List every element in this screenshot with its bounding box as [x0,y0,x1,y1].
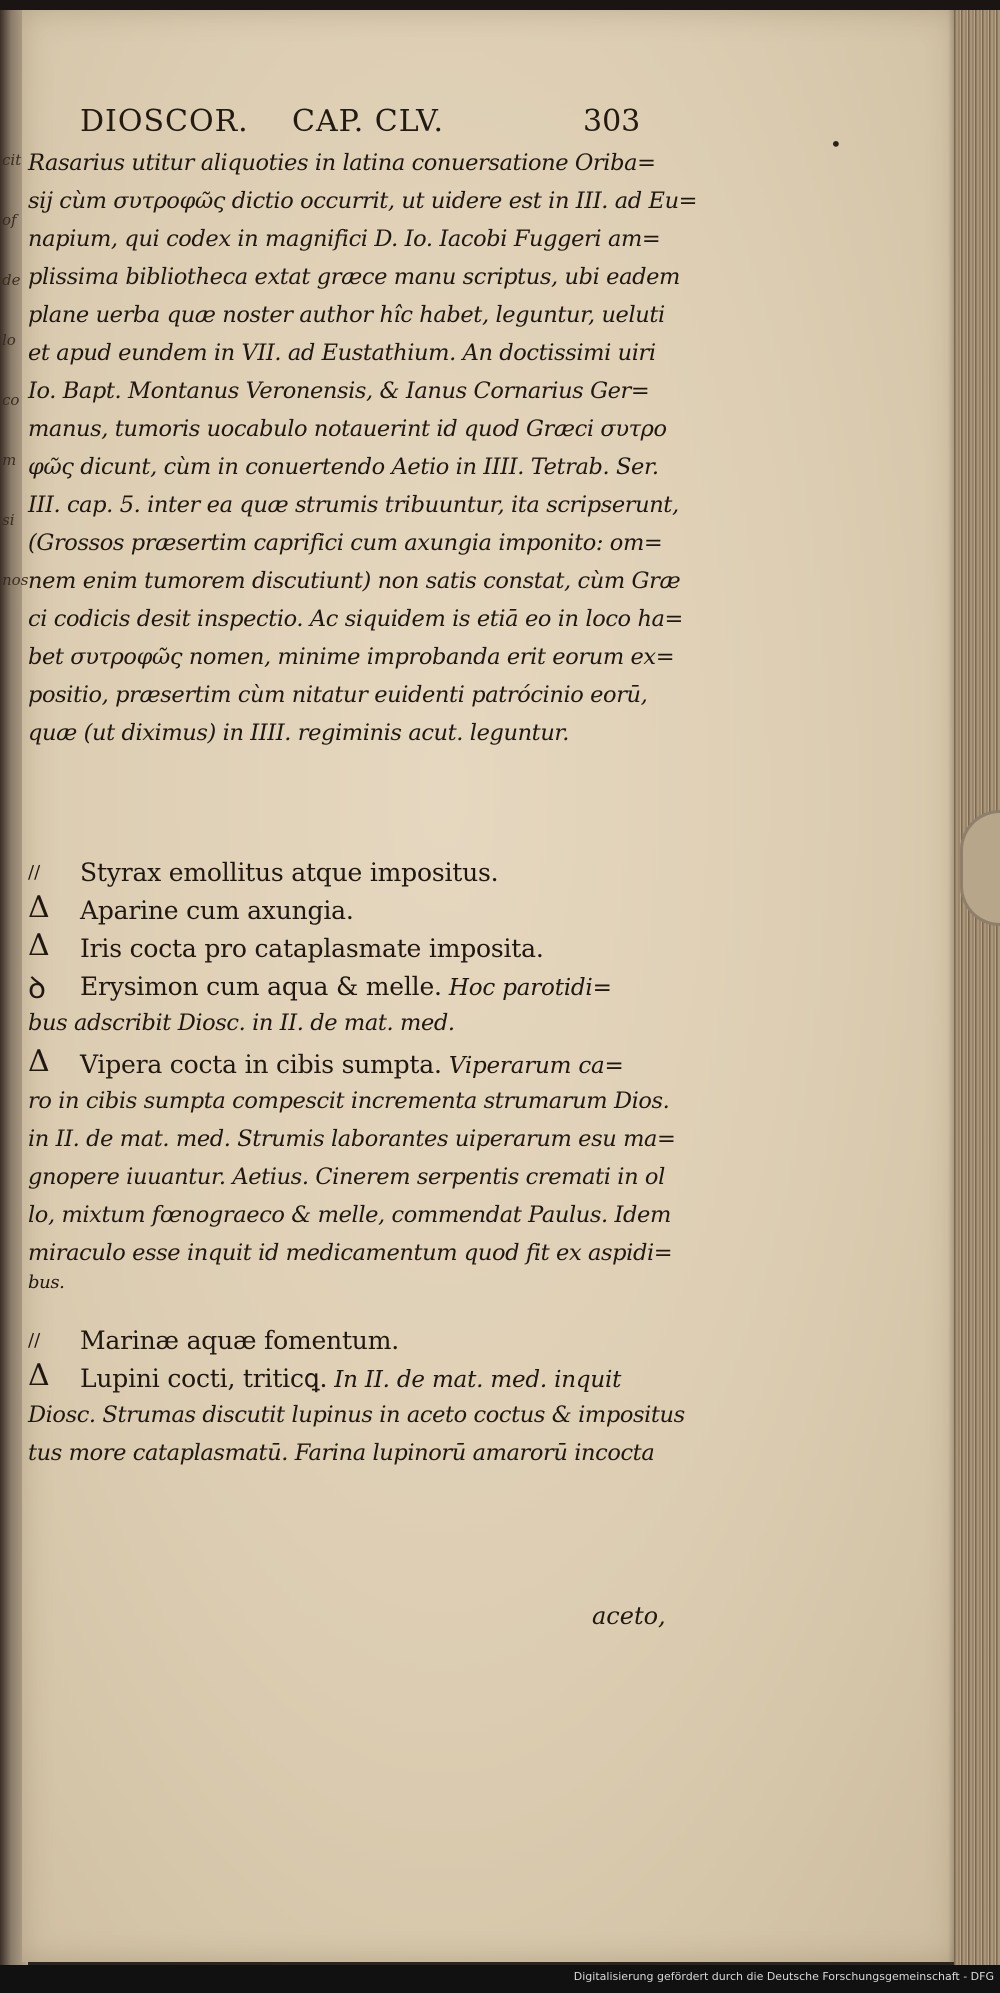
text-line: miraculo esse inquit id medicamentum quod fit ex aspidi= [28,1240,673,1266]
margin-note: si [2,511,15,529]
text-line: quæ (ut diximus) in IIII. regiminis acut. leguntur. [28,720,570,746]
text-line: ro in cibis sumpta compescit incrementa strumarum Dios. [28,1088,670,1114]
text-line: lo, mixtum fœnograeco & melle, commendat Paulus. Idem [28,1202,671,1228]
margin-note: de [2,271,21,289]
text-line: φῶς dicunt, cùm in conuertendo Aetio in IIII. Tetrab. Ser. [28,454,659,480]
remedy-entry [80,1050,624,1079]
folio-number: 303 [583,104,641,139]
text-line: positio, præsertim cùm nitatur euidenti patrócinio eorū, [28,682,648,708]
text-line: plane uerba quæ noster author hîc habet, leguntur, ueluti [28,302,665,328]
flourish-mark: ꝺ [28,971,46,1006]
entry-text: Lupini cocti, triticꝗ. [80,1364,328,1393]
remedy-entry [80,1364,621,1393]
text-line: et apud eundem in VII. ad Eustathium. An doctissimi uiri [28,340,656,366]
remedy-entry [80,896,354,925]
delta-mark: Δ [28,890,50,925]
remedy-entry [80,972,612,1001]
page-block-edge [954,10,1000,1970]
margin-note: m [2,451,17,469]
funding-credit: Digitalisierung gefördert durch die Deutsche Forschungsgemeinschaft - DFG [573,1970,994,1983]
ink-speck: • [830,132,842,156]
page-header [80,104,680,148]
text-line: Diosc. Strumas discutit lupinus in aceto coctus & impositus [28,1402,685,1428]
margin-note: nos [2,571,29,589]
delta-mark: Δ [28,928,50,963]
text-line: bus adscribit Diosc. in II. de mat. med. [28,1010,455,1036]
text-line: gnopere iuuantur. Aetius. Cinerem serpentis cremati in ol [28,1164,665,1190]
text-line: manus, tumoris uocabulo notauerint id quod Græci συτρο [28,416,667,442]
chapter-number: CAP. CLV. [292,104,445,139]
entry-note: In II. de mat. med. inquit [327,1367,622,1393]
margin-note: co [2,391,20,409]
entry-text: Iris cocta pro cataplasmate imposita. [80,934,544,963]
text-line: napium, qui codex in magnifici D. Io. Iacobi Fuggeri am= [28,226,661,252]
margin-note: cit [2,151,22,169]
entry-text: Vipera cocta in cibis sumpta. [80,1050,442,1079]
text-line: (Grossos præsertim caprifici cum axungia imponito: om= [28,530,663,556]
margin-note: of [2,211,17,229]
paragraph-mark: // [28,862,41,883]
text-line: in II. de mat. med. Strumis laborantes uiperarum esu ma= [28,1126,676,1152]
entry-note: Hoc parotidi= [441,975,612,1001]
entry-text: Marinæ aquæ fomentum. [80,1326,399,1355]
text-line: bus. [28,1272,65,1293]
text-line: Io. Bapt. Montanus Veronensis, & Ianus Cornarius Ger= [28,378,650,404]
margin-note: lo [2,331,16,349]
text-line: Rasarius utitur aliquoties in latina conuersatione Oriba= [28,150,656,176]
text-line: III. cap. 5. inter ea quæ strumis tribuuntur, ita scripserunt, [28,492,679,518]
cropped-margin-notes [2,130,29,610]
delta-mark: Δ [28,1044,50,1079]
catchword: aceto, [592,1602,666,1630]
entry-note: Viperarum ca= [441,1053,624,1079]
text-line: nem enim tumorem discutiunt) non satis constat, cùm Græ [28,568,681,594]
paragraph-mark: // [28,1330,41,1351]
entry-text: Aparine cum axungia. [80,896,354,925]
text-line: ci codicis desit inspectio. Ac siquidem is etiā eo in loco ha= [28,606,684,632]
delta-mark: Δ [28,1358,50,1393]
text-line: bet συτροφῶς nomen, minime improbanda erit eorum ex= [28,644,675,670]
remedy-entry [80,1326,399,1355]
text-line: tus more cataplasmatū. Farina lupinorū amarorū incocta [28,1440,655,1466]
text-line: sij cùm συτροφῶς dictio occurrit, ut uidere est in III. ad Eu= [28,188,698,214]
remedy-entry [80,934,544,963]
running-head: DIOSCOR. [80,104,249,139]
remedy-entry [80,858,498,887]
entry-text: Styrax emollitus atque impositus. [80,858,499,887]
text-line: plissima bibliotheca extat græce manu scriptus, ubi eadem [28,264,680,290]
entry-text: Erysimon cum aqua & melle. [80,972,442,1001]
book-clasp [960,810,1000,926]
